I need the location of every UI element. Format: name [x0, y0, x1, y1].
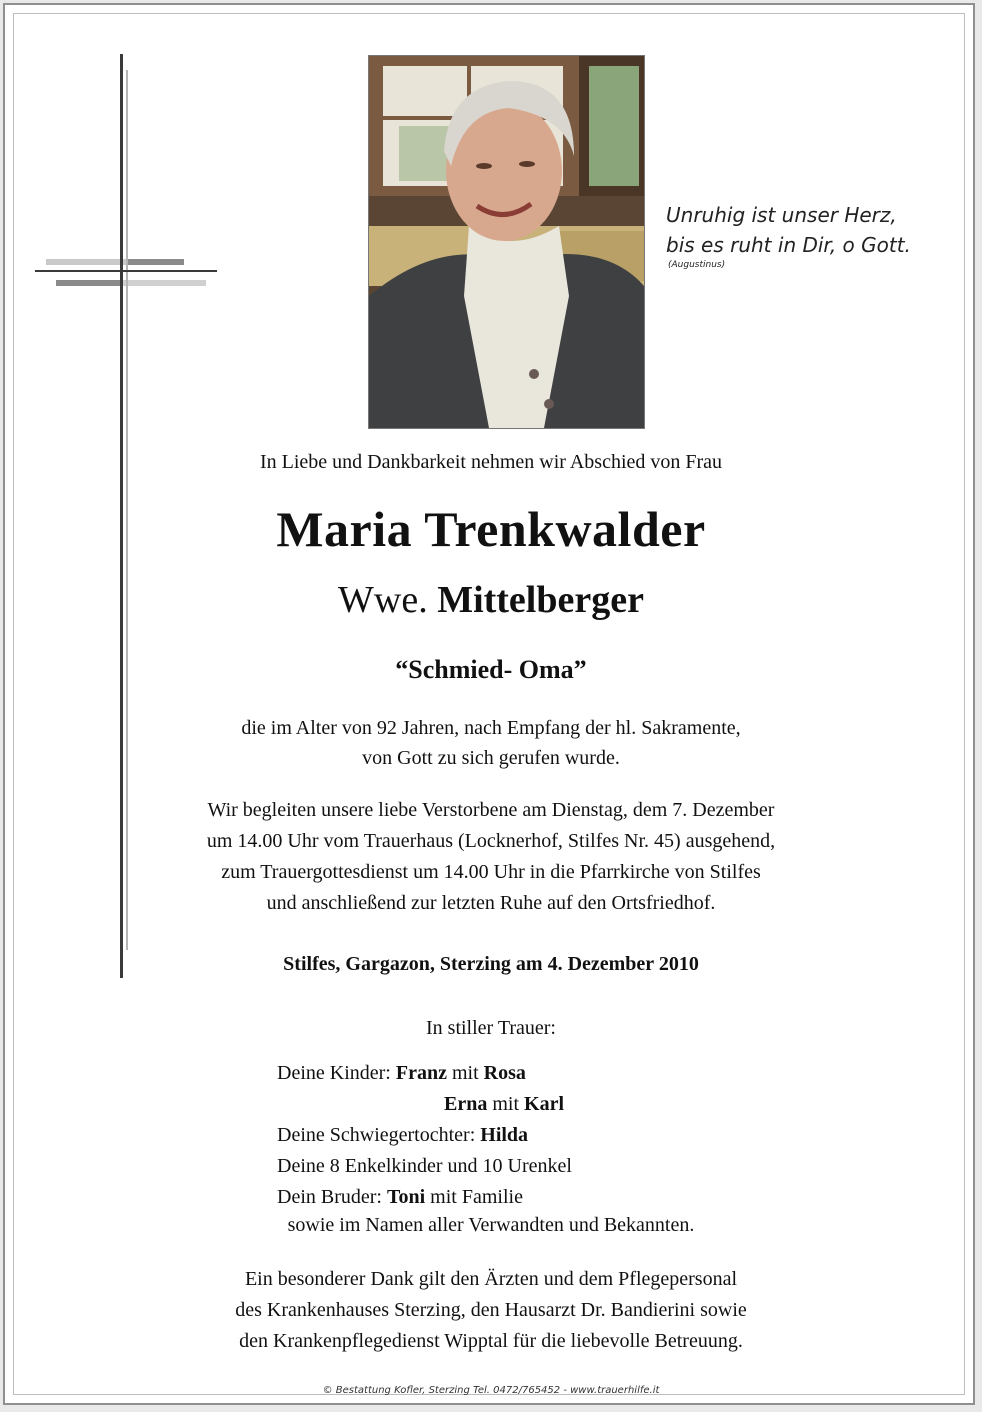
funeral-text [0, 795, 982, 919]
age-line-1: die im Alter von 92 Jahren, nach Empfang der hl. Sakramente, [241, 717, 741, 739]
quote-line-2: bis es ruht in Dir, o Gott. [666, 233, 911, 257]
children-line-2: Erna mit Karl [444, 1093, 565, 1115]
nickname: “Schmied- Oma” [395, 655, 587, 684]
footer-credit: © Bestattung Kofler, Sterzing Tel. 0472/765452 - www.trauerhilfe.it [322, 1385, 660, 1396]
quote-source: (Augustinus) [668, 260, 726, 270]
widow-name [0, 578, 982, 622]
place-date: Stilfes, Gargazon, Sterzing am 4. Dezember 2010 [283, 953, 699, 975]
thanks-line-2: des Krankenhauses Sterzing, den Hausarzt Dr. Bandierini sowie [235, 1299, 747, 1321]
thanks-line-3: den Krankenpflegedienst Wipptal für die liebevolle Betreuung. [239, 1330, 743, 1352]
funeral-line-3: zum Trauergottesdienst um 14.00 Uhr in die Pfarrkirche von Stilfes [221, 861, 761, 883]
deceased-name: Maria Trenkwalder [276, 501, 706, 557]
mourning-heading: In stiller Trauer: [426, 1017, 556, 1039]
quote-line-1: Unruhig ist unser Herz, [666, 203, 897, 227]
grandchildren-line: Deine 8 Enkelkinder und 10 Urenkel [277, 1155, 572, 1177]
relatives-line: sowie im Namen aller Verwandten und Bekannten. [287, 1214, 695, 1236]
portrait-photo [368, 55, 645, 429]
funeral-line-2: um 14.00 Uhr vom Trauerhaus (Locknerhof, Stilfes Nr. 45) ausgehend, [206, 830, 776, 852]
daughter-in-law-line: Deine Schwiegertochter: Hilda [277, 1124, 529, 1146]
funeral-line-4: und anschließend zur letzten Ruhe auf den Ortsfriedhof. [266, 892, 716, 914]
thanks-line-1: Ein besonderer Dank gilt den Ärzten und dem Pflegepersonal [244, 1268, 738, 1290]
age-text [0, 713, 982, 773]
bible-quote [666, 200, 966, 270]
funeral-line-1: Wir begleiten unsere liebe Verstorbene am Dienstag, dem 7. Dezember [207, 799, 775, 821]
thanks-text [0, 1264, 982, 1357]
intro-text: In Liebe und Dankbarkeit nehmen wir Abschied von Frau [259, 451, 723, 473]
family-list [277, 1058, 572, 1213]
widow-prefix: Wwe. [338, 579, 438, 621]
children-line: Deine Kinder: Franz mit Rosa [277, 1062, 526, 1084]
age-line-2: von Gott zu sich gerufen wurde. [362, 747, 620, 769]
brother-line: Dein Bruder: Toni mit Familie [277, 1186, 523, 1208]
widow-surname: Mittelberger [437, 579, 644, 621]
